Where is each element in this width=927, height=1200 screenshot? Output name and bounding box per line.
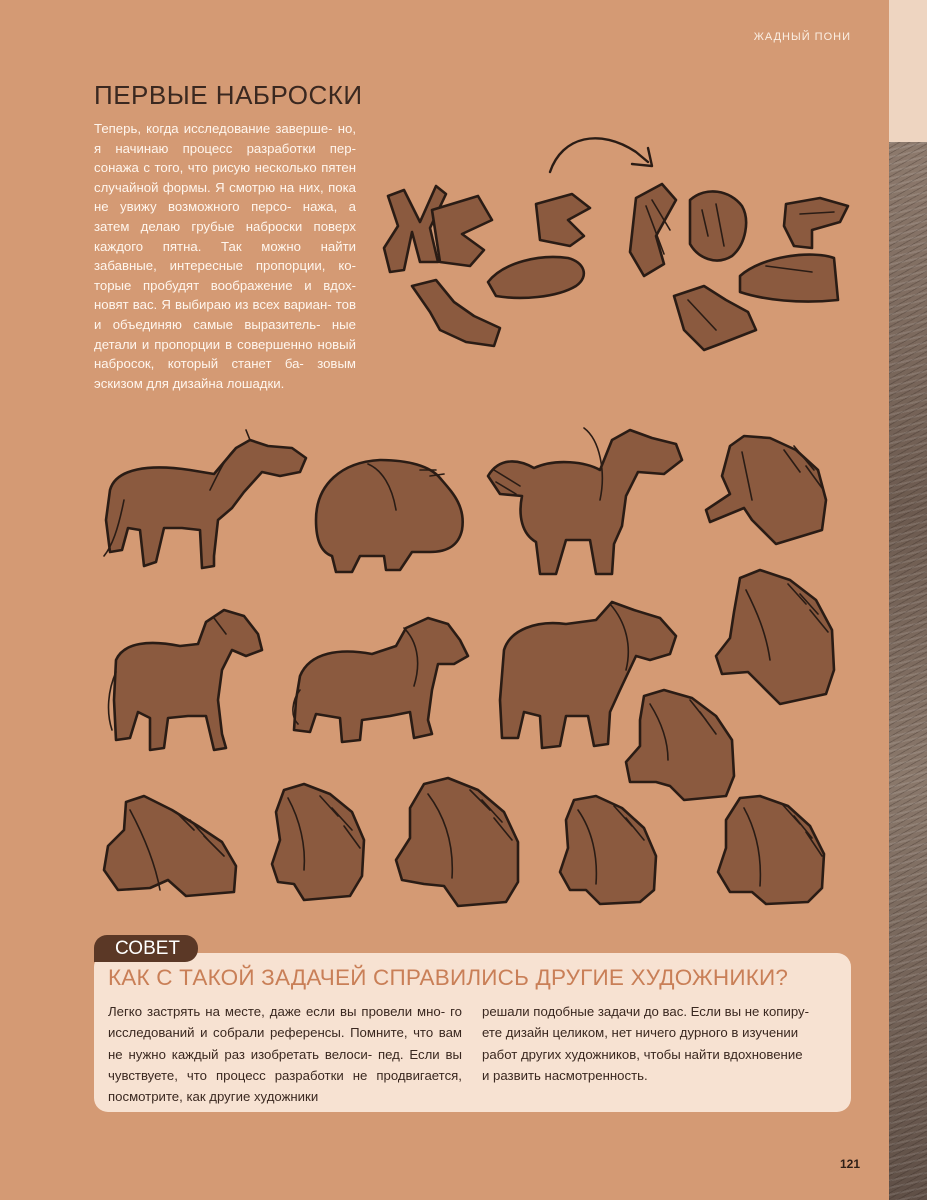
intro-line: зовым эскизом для дизайна лошадки. — [94, 356, 356, 391]
intro-line: забавные, интересные пропорции, ко- — [94, 258, 356, 274]
intro-line: них, пока не увижу возможного персо- — [94, 179, 356, 215]
intro-line: новят вас. Я выбираю из всех вариан- — [94, 297, 332, 313]
pony-head-sketch — [718, 796, 824, 904]
tip-line: работ других художников, чтобы найти вдохновение — [482, 1046, 803, 1062]
tip-line: не продвигается, посмотрите, как другие художники — [108, 1067, 462, 1105]
pony-sketch-fluffy — [293, 618, 468, 742]
tip-text-column-1 — [108, 1001, 462, 1107]
tip-line: что вам не нужно каждый раз изобретать велоси- — [108, 1025, 462, 1062]
intro-line: новый набросок, который станет ба- — [94, 336, 356, 372]
blob-shapes-icon — [384, 184, 848, 350]
tip-line: ете дизайн целиком, нет ничего дурного в изучении — [482, 1025, 799, 1041]
pony-sketch-fluffy — [488, 428, 682, 574]
pony-head-sketch — [272, 784, 364, 900]
tip-line: пед. Если вы чувствуете, что процесс разработки — [108, 1046, 462, 1083]
intro-line: поверх каждого пятна. Так можно найти — [94, 218, 356, 254]
tip-title: КАК С ТАКОЙ ЗАДАЧЕЙ СПРАВИЛИСЬ ДРУГИЕ ХУДОЖНИКИ? — [108, 965, 789, 990]
intro-line: сонажа с того, что рисую несколько — [94, 160, 317, 176]
tip-line: решали подобные задачи до вас. Если вы не копиру- — [482, 1004, 809, 1019]
pony-head-sketch — [716, 570, 834, 704]
intro-line: но, я начинаю процесс разработки пер- — [94, 121, 356, 156]
section-title: ПЕРВЫЕ НАБРОСКИ — [94, 80, 363, 110]
running-head: ЖАДНЫЙ ПОНИ — [753, 31, 851, 43]
side-strip-light — [889, 0, 927, 142]
pony-sketch-standing — [109, 610, 262, 750]
pony-head-sketch — [626, 690, 734, 800]
intro-line: торые пробудят воображение и вдох- — [94, 277, 356, 293]
page-number: 121 — [840, 1157, 861, 1171]
tip-text-column-2 — [482, 1001, 836, 1086]
tip-line: и развить насмотренность. — [482, 1067, 648, 1083]
pony-head-sketch — [104, 796, 236, 896]
intro-line: тов и объединяю самые выразитель- — [94, 297, 356, 332]
intro-line: нажа, а затем делаю грубые наброски — [94, 199, 356, 234]
pony-sketch-standing — [104, 430, 306, 568]
pony-head-sketch — [706, 436, 826, 544]
pony-head-sketch — [560, 796, 656, 904]
tip-line: го исследований и собрали референсы. Помните, — [108, 1004, 462, 1041]
tip-line: Легко застрять на месте, даже если вы провели мно- — [108, 1004, 446, 1019]
pony-head-sketch — [396, 778, 518, 906]
intro-line: Теперь, когда исследование заверше- — [94, 121, 333, 136]
intro-line: пятен случайной формы. Я смотрю на — [94, 160, 356, 195]
arrow-icon — [550, 138, 652, 172]
intro-line: ные детали и пропорции в совершенно — [94, 316, 356, 352]
tip-label: СОВЕТ — [94, 935, 198, 962]
pony-sketch-round — [316, 460, 463, 572]
fur-photo-strip — [889, 142, 927, 1200]
